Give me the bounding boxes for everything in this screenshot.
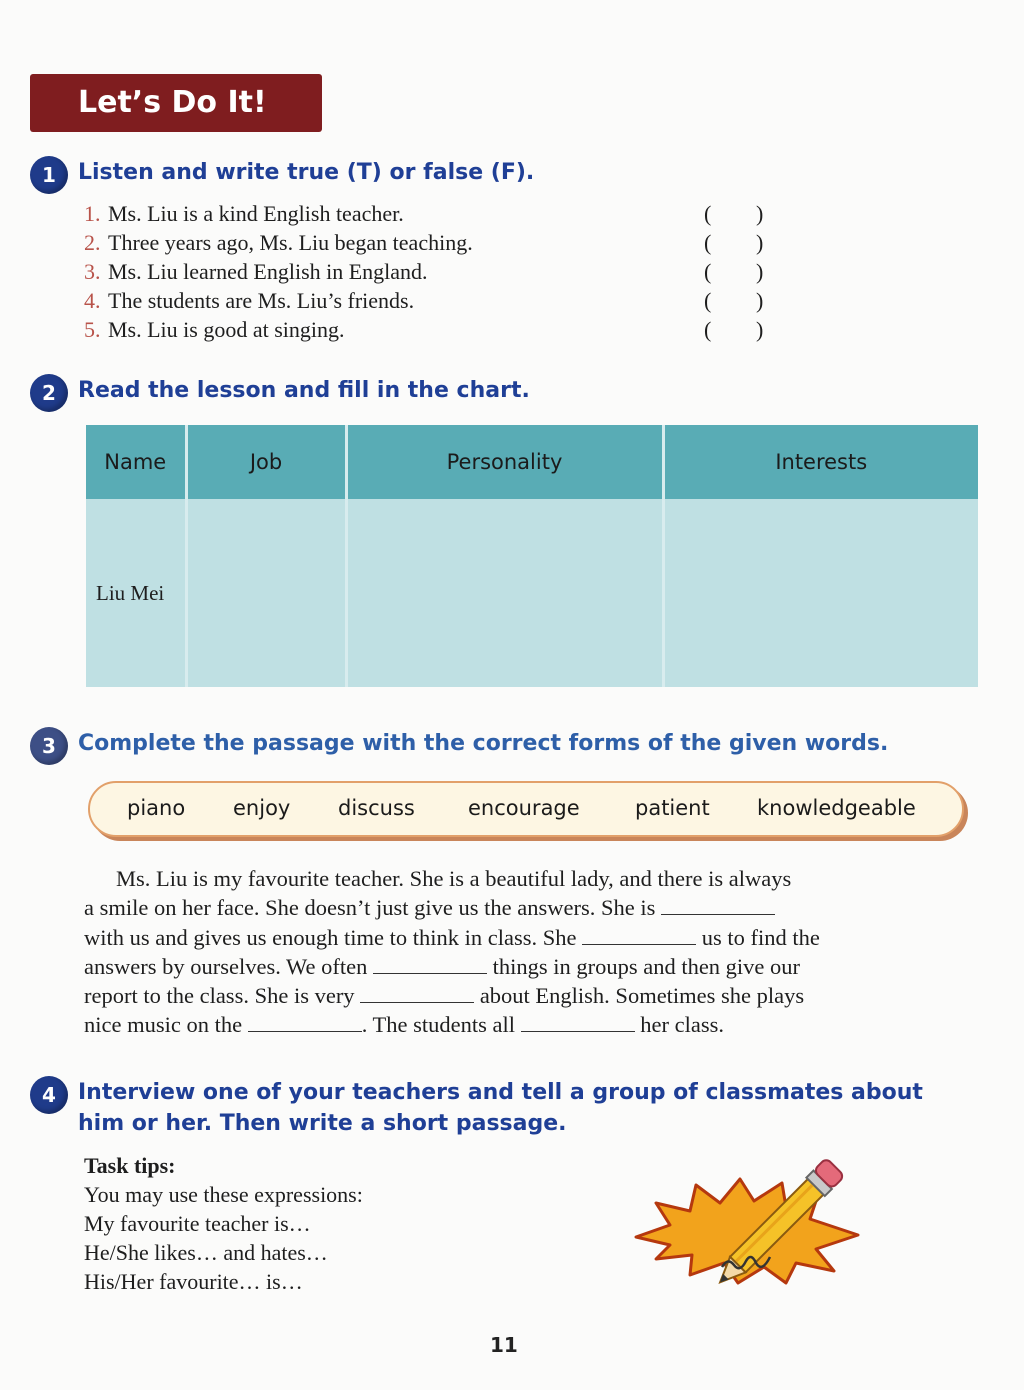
- answer-blank[interactable]: [360, 985, 474, 1003]
- item-number: 2.: [84, 230, 101, 255]
- section-1-number-badge: 1: [30, 156, 68, 194]
- section-4-number-badge: 4: [30, 1076, 68, 1114]
- word-bank: [88, 781, 964, 837]
- section-4-header: [30, 1076, 923, 1139]
- passage-line: a smile on her face. She doesn’t just give us the answers. She is: [84, 893, 984, 922]
- section-1-header: [30, 156, 534, 194]
- section-4-title: [78, 1077, 923, 1139]
- chart-header-row: [86, 425, 978, 499]
- answer-blank[interactable]: [582, 927, 696, 945]
- passage-line: report to the class. She is very about English. Sometimes she plays: [84, 983, 805, 1009]
- fill-in-passage: [84, 864, 984, 1040]
- task-tips-heading: Task tips:: [84, 1153, 176, 1178]
- section-1-title: Listen and write true (T) or false (F).: [78, 160, 535, 185]
- section-2-title: Read the lesson and fill in the chart.: [78, 378, 530, 403]
- section-3-number-badge: 3: [30, 727, 68, 765]
- answer-blank[interactable]: [373, 956, 487, 974]
- cell-name: Liu Mei: [86, 499, 186, 687]
- true-false-item: 2. Three years ago, Ms. Liu began teaching. ( ): [84, 230, 764, 255]
- task-tips: [84, 1151, 363, 1296]
- item-number: 3.: [84, 259, 101, 284]
- header-interests: Interests: [663, 425, 978, 499]
- item-text: Ms. Liu learned English in England.: [108, 259, 428, 284]
- item-number: 5.: [84, 317, 101, 342]
- section-3-title: Complete the passage with the correct forms of the given words.: [78, 731, 889, 756]
- lets-do-it-banner: Let’s Do It!: [30, 74, 322, 132]
- task-tip-line: You may use these expressions:: [84, 1182, 363, 1207]
- word-bank-item: piano: [127, 796, 186, 820]
- pencil-writing-icon: [626, 1155, 866, 1285]
- section-3-header: [30, 727, 888, 765]
- true-false-item: 1. Ms. Liu is a kind English teacher. ( ): [84, 201, 764, 226]
- item-text: Three years ago, Ms. Liu began teaching.: [108, 230, 473, 255]
- header-personality: Personality: [346, 425, 663, 499]
- item-number: 1.: [84, 201, 101, 226]
- word-bank-item: patient: [635, 796, 710, 820]
- passage-line: with us and gives us enough time to think in class. She us to find the: [84, 924, 820, 950]
- task-tip-line: He/She likes… and hates…: [84, 1240, 328, 1265]
- cell-interests[interactable]: [663, 499, 978, 687]
- header-name: Name: [86, 425, 186, 499]
- cell-job[interactable]: [186, 499, 346, 687]
- task-tip-line: His/Her favourite… is…: [84, 1269, 303, 1294]
- answer-blank[interactable]: [248, 1014, 362, 1032]
- answer-blank[interactable]: [521, 1014, 635, 1032]
- cell-personality[interactable]: [346, 499, 663, 687]
- chart-row: [86, 499, 978, 687]
- true-false-item: 5. Ms. Liu is good at singing. ( ): [84, 317, 764, 342]
- item-text: The students are Ms. Liu’s friends.: [108, 288, 415, 313]
- section-4-title-line: Interview one of your teachers and tell a group of classmates about: [78, 1080, 923, 1105]
- item-text: Ms. Liu is good at singing.: [108, 317, 345, 342]
- item-number: 4.: [84, 288, 101, 313]
- page-number: 11: [490, 1333, 518, 1357]
- answer-blank[interactable]: [661, 897, 775, 915]
- task-tip-line: My favourite teacher is…: [84, 1211, 311, 1236]
- section-2-header: [30, 374, 530, 412]
- true-false-list: [84, 199, 784, 344]
- section-2-number-badge: 2: [30, 374, 68, 412]
- passage-line: Ms. Liu is my favourite teacher. She is a beautiful lady, and there is always: [116, 866, 792, 891]
- word-bank-item: knowledgeable: [757, 796, 916, 820]
- word-bank-item: enjoy: [233, 796, 291, 820]
- item-text: Ms. Liu is a kind English teacher.: [108, 201, 404, 226]
- info-chart: [86, 425, 978, 687]
- section-4-title-line: him or her. Then write a short passage.: [78, 1111, 567, 1136]
- word-bank-item: discuss: [338, 796, 415, 820]
- word-bank-item: encourage: [468, 796, 580, 820]
- true-false-item: 3. Ms. Liu learned English in England. ( ): [84, 259, 764, 284]
- passage-line: nice music on the . The students all her class.: [84, 1012, 725, 1038]
- header-job: Job: [186, 425, 346, 499]
- true-false-item: 4. The students are Ms. Liu’s friends. ( ): [84, 288, 764, 313]
- passage-line: answers by ourselves. We often things in groups and then give our: [84, 953, 801, 979]
